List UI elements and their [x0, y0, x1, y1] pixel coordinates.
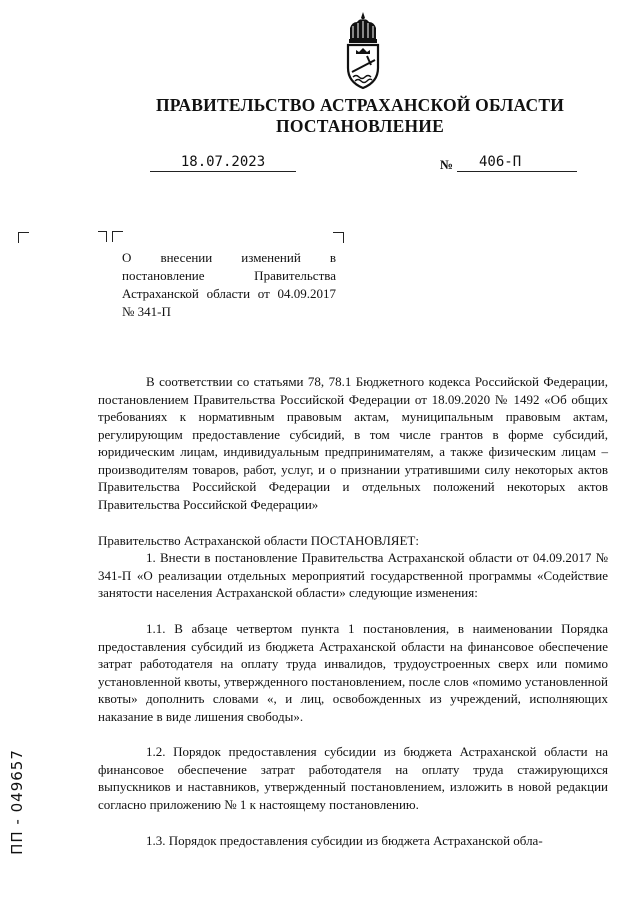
- document-date: 18.07.2023: [150, 154, 296, 172]
- item-1-2-paragraph: 1.2. Порядок предоставления субсидии из бюджета Астраханской области на финансовое обеспечение затрат работодателя на оплату труда стажирующихся выпускников и наставников, утвержденный постановлением, изложить в новой редакции согласно приложению № 1 к настоящему постановлению.: [98, 744, 608, 812]
- preamble-paragraph: В соответствии со статьями 78, 78.1 Бюджетного кодекса Российской Федерации, постановлением Правительства Российской Федерации от 18.09.2020 № 1492 «Об общих требованиях к нормативным правовым актам, муниципальным правовым актам, регулирующим предоставление субсидий, в том числе грантов в форме субсидий, юридическим лицам, индивидуальным предпринимателям, а также физическим лицам – производителям товаров, работ, услуг, и о признании утратившими силу некоторых актов Правительства Российской Федерации и отдельных положений некоторых актов Правительства Российской Федерации»: [98, 374, 608, 512]
- corner-mark: [333, 232, 344, 243]
- corner-mark: [18, 232, 29, 243]
- document-subject: О внесении изменений в постановление Правительства Астраханской области от 04.09.2017 № 341-П: [122, 250, 336, 319]
- item-1-paragraph: 1. Внести в постановление Правительства Астраханской области от 04.09.2017 № 341-П «О реализации отдельных мероприятий государственной программы «Содействие занятости населения Астраханской области» следующие изменения:: [98, 550, 608, 600]
- serial-number-text: ПП - 049657: [8, 749, 26, 855]
- item-1-1-paragraph: 1.1. В абзаце четвертом пункта 1 постановления, в наименовании Порядка предоставления субсидий из бюджета Астраханской области на финансовое обеспечение затрат работодателя на оплату труда инвалидов, трудоустроенных сверх или помимо установленной квоты, утвержденного постановлением, после слов «помимо установленной квоты» дополнить словами «, и лиц, освобожденных из учреждений, исполняющих наказание в виде лишения свободы».: [98, 621, 608, 724]
- number-sign: №: [440, 157, 454, 172]
- document-number: 406-П: [457, 154, 577, 172]
- corner-mark: [98, 231, 107, 242]
- corner-mark: [112, 231, 123, 242]
- serial-number-stamp: [3, 742, 31, 862]
- item-1-3-paragraph: 1.3. Порядок предоставления субсидии из бюджета Астраханской обла-: [146, 833, 543, 848]
- organization-title: ПРАВИТЕЛЬСТВО АСТРАХАНСКОЙ ОБЛАСТИ: [155, 95, 565, 115]
- document-type-title: ПОСТАНОВЛЕНИЕ: [276, 116, 444, 136]
- coat-of-arms-icon: [338, 10, 388, 90]
- decree-line: Правительство Астраханской области ПОСТАНОВЛЯЕТ:: [98, 533, 419, 548]
